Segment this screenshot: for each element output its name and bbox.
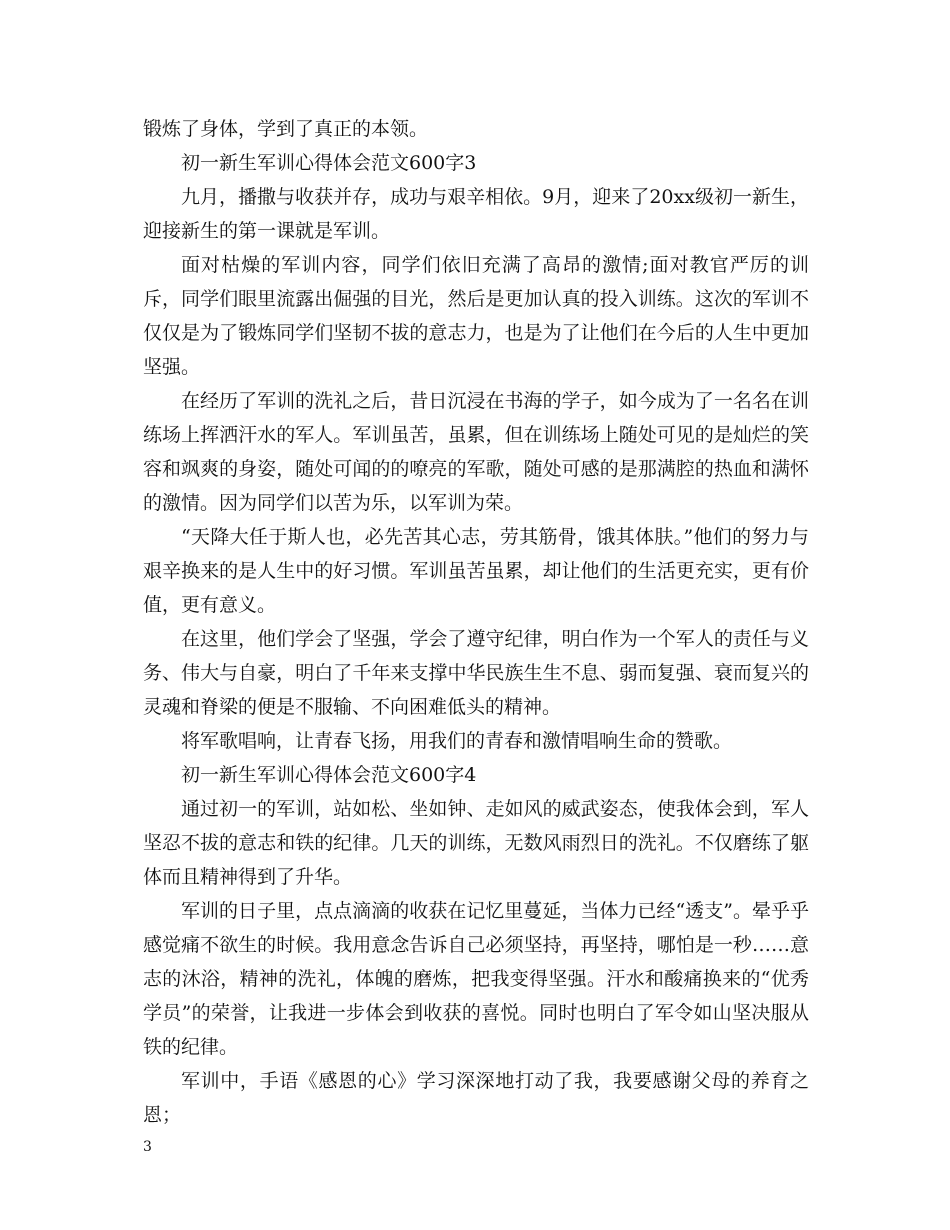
section-heading-4: 初一新生军训心得体会范文600字4: [181, 764, 477, 786]
paragraph: 面对枯燥的军训内容，同学们依旧充满了高昂的激情;面对教官严厉的训斥，同学们眼里流露出倔强的目光，然后是更加认真的投入训练。这次的军训不仅仅是为了锻炼同学们坚韧不拔的意志力，也是为了让他们在今后的人生中更加坚强。: [143, 254, 809, 378]
paragraph-quote: “天降大任于斯人也，必先苦其心志，劳其筋骨，饿其体肤。”他们的努力与艰辛换来的是人生中的好习惯。军训虽苦虽累，却让他们的生活更充实，更有价值，更有意义。: [143, 526, 809, 616]
paragraph-continuation: 锻炼了身体，学到了真正的本领。: [143, 118, 429, 140]
document-body: [143, 112, 809, 1132]
paragraph: 军训的日子里，点点滴滴的收获在记忆里蔓延，当体力已经“透支”。晕乎乎感觉痛不欲生的时候。我用意念告诉自己必须坚持，再坚持，哪怕是一秒……意志的沐浴，精神的洗礼，体魄的磨炼，把我变得坚强。汗水和酸痛换来的“优秀学员”的荣誉，让我进一步体会到收获的喜悦。同时也明白了军令如山坚决服从铁的纪律。: [143, 900, 809, 1058]
page-number: 3: [143, 1139, 152, 1155]
section-heading-3: 初一新生军训心得体会范文600字3: [181, 152, 477, 174]
paragraph: 在经历了军训的洗礼之后，昔日沉浸在书海的学子，如今成为了一名名在训练场上挥洒汗水的军人。军训虽苦，虽累，但在训练场上随处可见的是灿烂的笑容和飒爽的身姿，随处可闻的的嘹亮的军歌，随处可感的是那满腔的热血和满怀的激情。因为同学们以苦为乐，以军训为荣。: [143, 390, 809, 514]
paragraph: 将军歌唱响，让青春飞扬，用我们的青春和激情唱响生命的赞歌。: [181, 730, 733, 752]
paragraph: 在这里，他们学会了坚强，学会了遵守纪律，明白作为一个军人的责任与义务、伟大与自豪，明白了千年来支撑中华民族生生不息、弱而复强、衰而复兴的灵魂和脊梁的便是不服输、不向困难低头的精神。: [143, 628, 809, 718]
paragraph: 军训中，手语《感恩的心》学习深深地打动了我，我要感谢父母的养育之恩；: [143, 1070, 809, 1126]
paragraph: 九月，播撒与收获并存，成功与艰辛相依。9月，迎来了20xx级初一新生，迎接新生的第一课就是军训。: [143, 186, 809, 242]
paragraph: 通过初一的军训，站如松、坐如钟、走如风的威武姿态，使我体会到，军人坚忍不拔的意志和铁的纪律。几天的训练，无数风雨烈日的洗礼。不仅磨练了躯体而且精神得到了升华。: [143, 798, 809, 888]
